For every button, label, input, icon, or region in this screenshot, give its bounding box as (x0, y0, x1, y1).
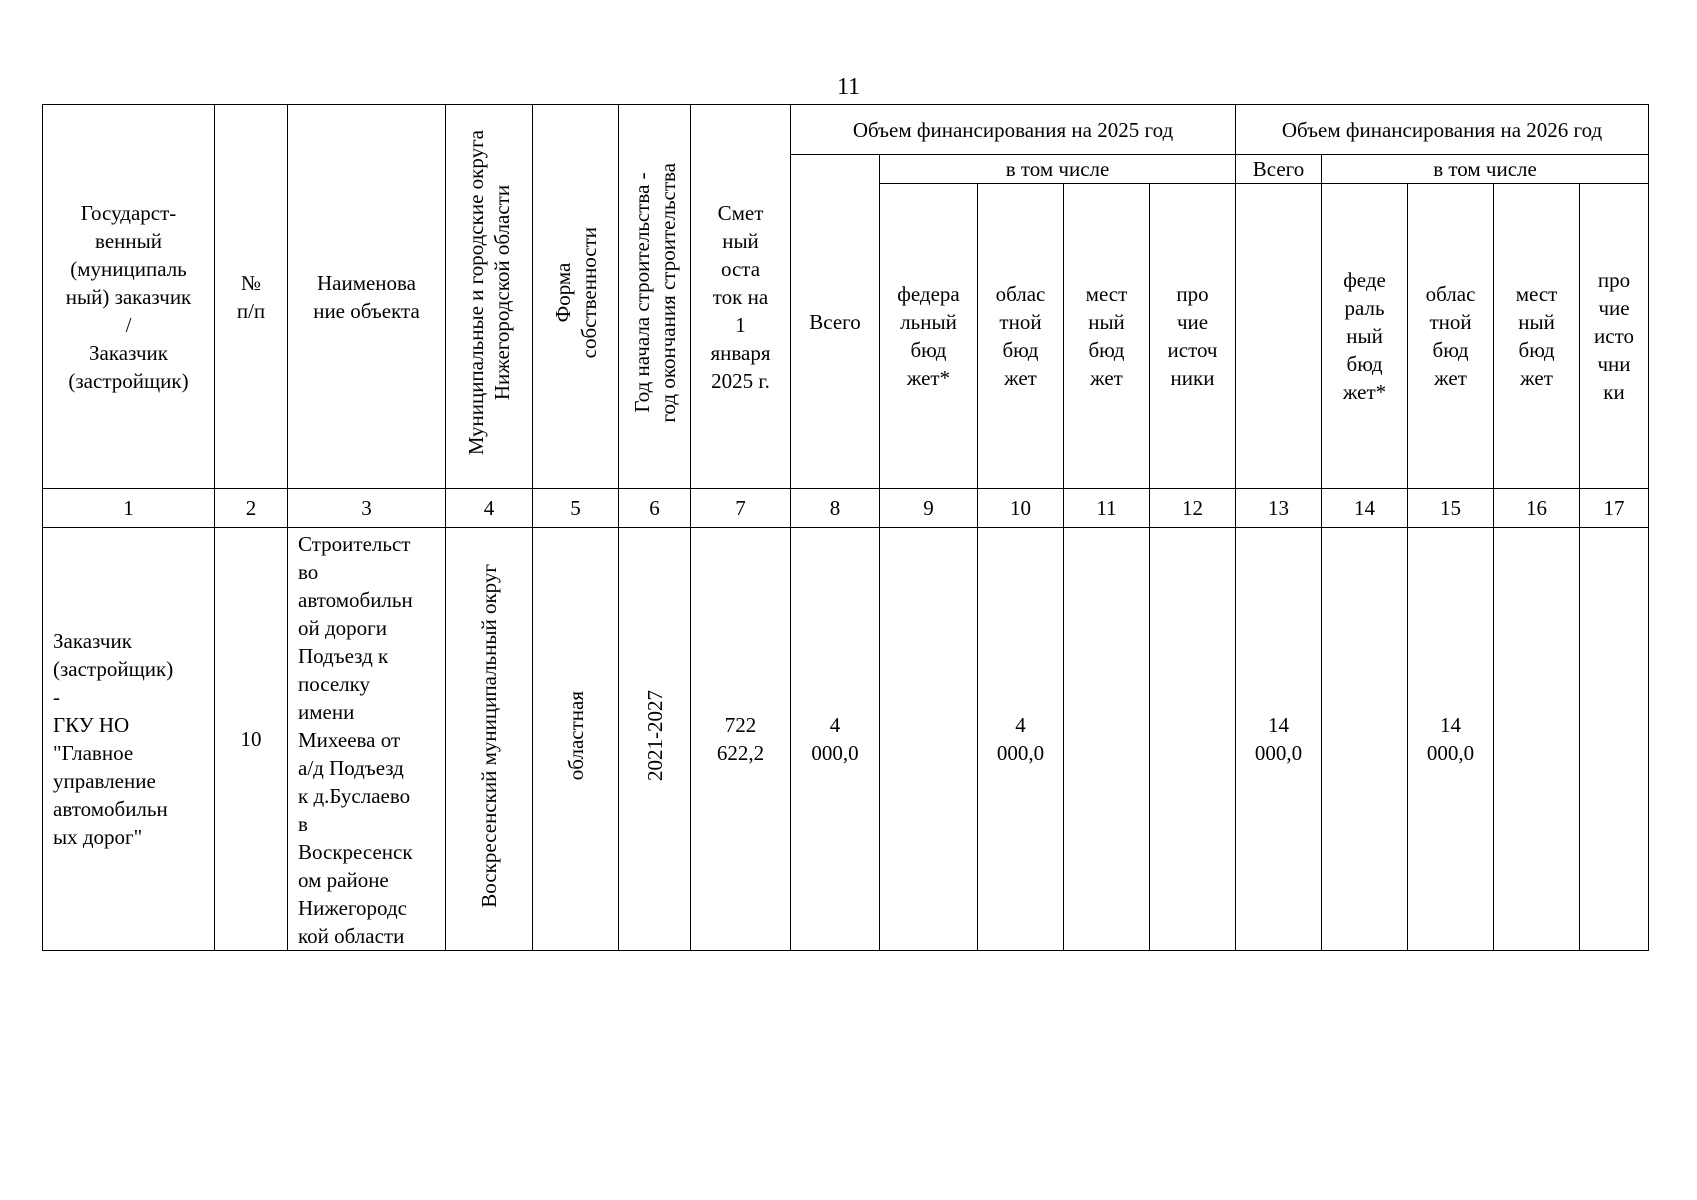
row-federal-2026 (1322, 528, 1408, 951)
header-other-2025: про чие источ ники (1150, 184, 1236, 489)
row-local-2025 (1064, 528, 1150, 951)
row-ownership: областная (563, 690, 588, 781)
column-number: 5 (533, 489, 619, 528)
row-federal-2025 (880, 528, 978, 951)
column-numbers-row (43, 489, 1649, 528)
header-districts-cell (446, 105, 533, 489)
row-regional-2026: 14 000,0 (1408, 528, 1494, 951)
row-object-name: Строительст во автомобильн ой дороги Подъезд к поселку имени Михеева от а/д Подъезд к д.Буслаево в Воскресенск ом районе Нижегородс кой области (288, 528, 446, 951)
column-number: 12 (1150, 489, 1236, 528)
header-districts: Муниципальные и городские округа Нижегородской области (464, 130, 514, 456)
column-number: 15 (1408, 489, 1494, 528)
financing-table (42, 104, 1649, 951)
header-ownership-cell (533, 105, 619, 489)
header-funding-2025: Объем финансирования на 2025 год (791, 105, 1236, 155)
row-customer: Заказчик (застройщик) - ГКУ НО "Главное управление автомобильн ых дорог" (43, 528, 215, 951)
column-number: 8 (791, 489, 880, 528)
row-district-cell (446, 528, 533, 951)
header-including-2025: в том числе (880, 155, 1236, 184)
column-number: 1 (43, 489, 215, 528)
column-number: 7 (691, 489, 791, 528)
header-funding-2026: Объем финансирования на 2026 год (1236, 105, 1649, 155)
column-number: 14 (1322, 489, 1408, 528)
column-number: 4 (446, 489, 533, 528)
header-object-name: Наименова ние объекта (288, 105, 446, 489)
header-years-cell (619, 105, 691, 489)
row-total-2026: 14 000,0 (1236, 528, 1322, 951)
row-local-2026 (1494, 528, 1580, 951)
row-total-2025: 4 000,0 (791, 528, 880, 951)
row-number: 10 (215, 528, 288, 951)
header-number: № п/п (215, 105, 288, 489)
header-total-2026-empty (1236, 184, 1322, 489)
column-number: 11 (1064, 489, 1150, 528)
column-number: 2 (215, 489, 288, 528)
row-estimate: 722 622,2 (691, 528, 791, 951)
column-number: 6 (619, 489, 691, 528)
page-number: 11 (836, 74, 861, 100)
column-number: 3 (288, 489, 446, 528)
header-customer: Государст- венный (муниципаль ный) заказчик / Заказчик (застройщик) (43, 105, 215, 489)
header-regional-2025: облас тной бюд жет (978, 184, 1064, 489)
row-other-2025 (1150, 528, 1236, 951)
column-number: 10 (978, 489, 1064, 528)
column-number: 13 (1236, 489, 1322, 528)
header-total-2026: Всего (1236, 155, 1322, 184)
table-row (43, 528, 1649, 951)
header-regional-2026: облас тной бюд жет (1408, 184, 1494, 489)
column-number: 16 (1494, 489, 1580, 528)
row-district: Воскресенский муниципальный округ (477, 563, 501, 908)
header-federal-2025: федера льный бюд жет* (880, 184, 978, 489)
row-other-2026 (1580, 528, 1649, 951)
row-years-cell (619, 528, 691, 951)
header-local-2026: мест ный бюд жет (1494, 184, 1580, 489)
row-regional-2025: 4 000,0 (978, 528, 1064, 951)
header-estimate: Смет ный оста ток на 1 января 2025 г. (691, 105, 791, 489)
row-ownership-cell (533, 528, 619, 951)
column-number: 9 (880, 489, 978, 528)
header-federal-2026: феде раль ный бюд жет* (1322, 184, 1408, 489)
header-ownership: Форма собственности (550, 227, 601, 359)
column-number: 17 (1580, 489, 1649, 528)
header-total-2025: Всего (791, 155, 880, 489)
header-row-top (43, 105, 1649, 155)
row-years: 2021-2027 (642, 690, 667, 781)
header-other-2026: про чие исто чни ки (1580, 184, 1649, 489)
header-local-2025: мест ный бюд жет (1064, 184, 1150, 489)
header-including-2026: в том числе (1322, 155, 1649, 184)
header-years: Год начала строительства - год окончания строительства (629, 163, 680, 423)
